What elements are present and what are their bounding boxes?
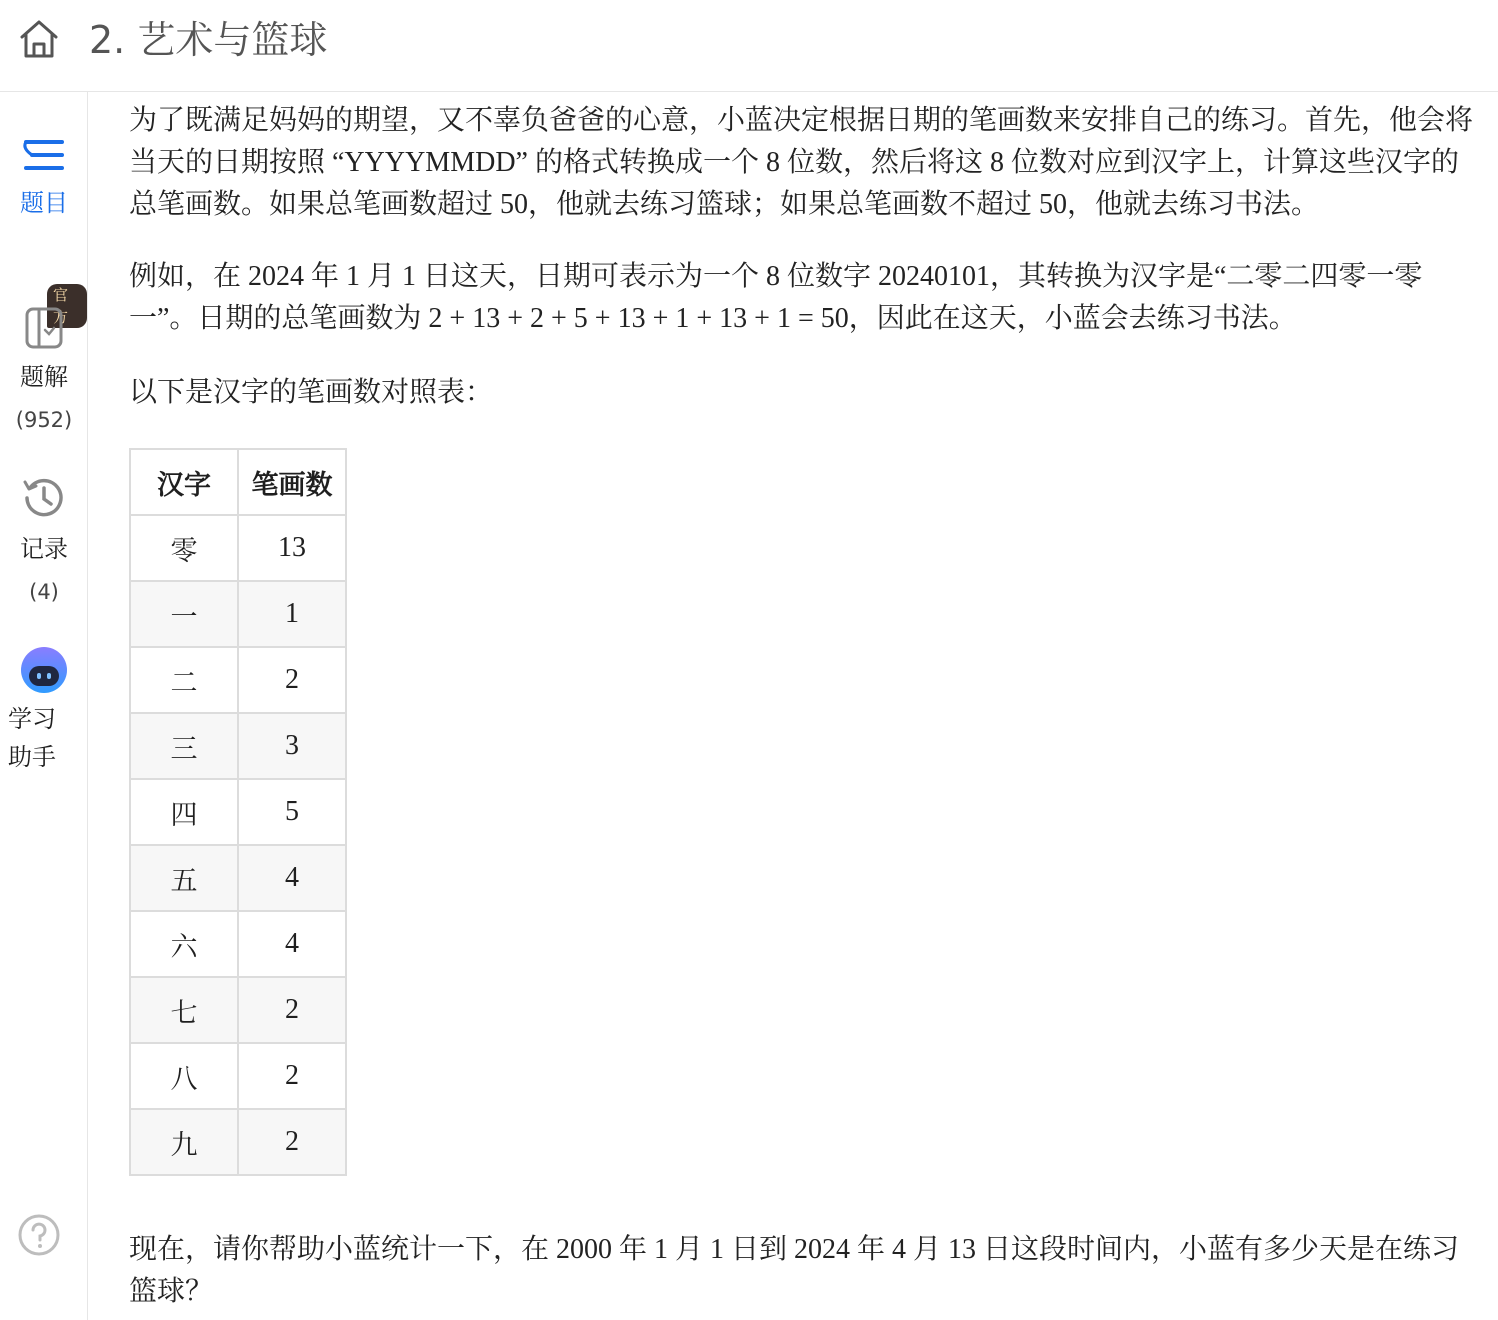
sidebar: [0, 92, 88, 1320]
table-cell-strokes: 2: [238, 1109, 346, 1175]
problem-paragraph-4: 现在，请你帮助小蓝统计一下，在 2000 年 1 月 1 日到 2024 年 4 月 13 日这段时间内，小蓝有多少天是在练习篮球？: [129, 1234, 1460, 1307]
problem-paragraph-1: 为了既满足妈妈的期望，又不辜负爸爸的心意，小蓝决定根据日期的笔画数来安排自己的练习。首先，他会将当天的日期按照 “YYYYMMDD” 的格式转换成一个 8 位数，然后将这 8 位数对应到汉字上，计算这些汉字的总笔画数。如果总笔画数超过 50，他就去练习篮球；如果总笔画数不超过 50，他就去练习书法。: [129, 105, 1474, 220]
assistant-label-line1: 学习: [8, 705, 56, 733]
column-header-char: 汉字: [130, 449, 238, 515]
table-cell-char: 八: [130, 1043, 238, 1109]
sidebar-item-solutions[interactable]: [0, 306, 88, 434]
column-header-strokes: 笔画数: [238, 449, 346, 515]
sidebar-item-label: 题解: [20, 363, 68, 391]
home-icon[interactable]: [18, 18, 60, 60]
table-cell-char: 零: [130, 515, 238, 581]
table-header-row: [130, 449, 346, 515]
table-cell-char: 六: [130, 911, 238, 977]
table-cell-strokes: 3: [238, 713, 346, 779]
table-row: [130, 911, 346, 977]
sidebar-item-label: 题目: [20, 189, 68, 217]
problem-paragraph-2: 例如，在 2024 年 1 月 1 日这天，日期可表示为一个 8 位数字 20240101，其转换为汉字是“二零二四零一零一”。日期的总笔画数为 2 + 13 + 2 + 5 + 13 + 1 + 13 + 1 = 50，因此在这天，小蓝会去练习书法。: [129, 261, 1423, 334]
table-row: [130, 779, 346, 845]
table-row: [130, 845, 346, 911]
sidebar-item-assistant[interactable]: [0, 646, 88, 772]
table-row: [130, 713, 346, 779]
table-cell-char: 二: [130, 647, 238, 713]
table-cell-strokes: 2: [238, 647, 346, 713]
table-cell-char: 五: [130, 845, 238, 911]
official-badge: 官方: [47, 284, 87, 328]
table-cell-char: 七: [130, 977, 238, 1043]
list-icon: [20, 136, 68, 176]
table-cell-strokes: 13: [238, 515, 346, 581]
table-row: [130, 647, 346, 713]
page-title: 2. 艺术与篮球: [89, 18, 328, 62]
table-cell-strokes: 2: [238, 1043, 346, 1109]
table-cell-strokes: 4: [238, 845, 346, 911]
table-row: [130, 1109, 346, 1175]
sidebar-item-label: 记录: [20, 535, 68, 563]
table-row: [130, 977, 346, 1043]
header: [0, 0, 1498, 92]
robot-icon: [19, 646, 69, 694]
table-cell-char: 三: [130, 713, 238, 779]
table-cell-strokes: 4: [238, 911, 346, 977]
solutions-count: (952): [15, 408, 73, 432]
history-count: (4): [29, 580, 59, 604]
stroke-count-table: [129, 448, 347, 1176]
history-icon: [22, 476, 66, 520]
help-icon[interactable]: [17, 1213, 61, 1257]
table-cell-char: 四: [130, 779, 238, 845]
table-row: [130, 515, 346, 581]
table-cell-strokes: 2: [238, 977, 346, 1043]
sidebar-item-problem[interactable]: [0, 136, 88, 218]
table-cell-strokes: 5: [238, 779, 346, 845]
assistant-label-line2: 助手: [8, 743, 56, 771]
table-cell-char: 一: [130, 581, 238, 647]
document-icon: [24, 306, 64, 350]
sidebar-item-history[interactable]: [0, 476, 88, 606]
table-row: [130, 581, 346, 647]
table-row: [130, 1043, 346, 1109]
problem-paragraph-3: 以下是汉字的笔画数对照表：: [129, 377, 494, 408]
table-cell-strokes: 1: [238, 581, 346, 647]
table-cell-char: 九: [130, 1109, 238, 1175]
